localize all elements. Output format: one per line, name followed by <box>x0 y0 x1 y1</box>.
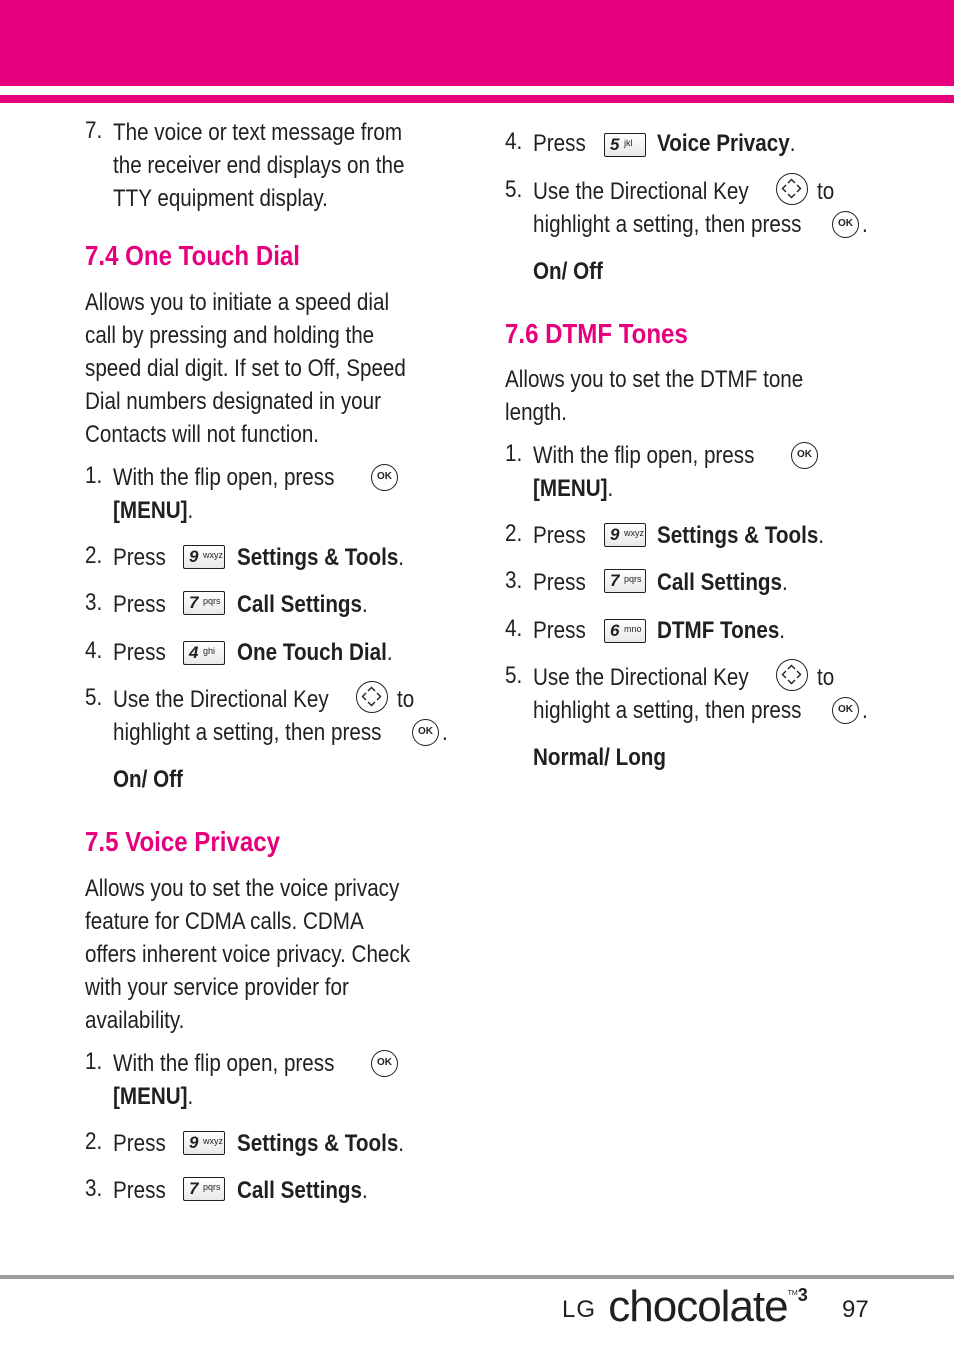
ok-key-icon: OK <box>832 697 859 724</box>
header-band <box>0 0 954 86</box>
menu-item-label: DTMF Tones. <box>657 617 786 644</box>
ok-key-icon: OK <box>791 442 818 469</box>
keypad-7-icon: 7 pqrs <box>604 569 646 593</box>
step-text: to <box>817 178 835 205</box>
section-description: Allows you to set the DTMF tone length. <box>505 366 804 426</box>
menu-label: [MENU]. <box>113 1083 194 1110</box>
step-text: Use the Directional Key <box>533 664 749 691</box>
step-number: 4. <box>505 615 523 642</box>
directional-key-icon <box>356 681 388 713</box>
header-rule <box>0 95 954 103</box>
step-text: highlight a setting, then press <box>113 719 382 746</box>
step-number: 3. <box>85 1175 103 1202</box>
period: . <box>862 211 868 238</box>
keypad-9-icon: 9 wxyz <box>604 523 646 547</box>
section-description: Allows you to initiate a speed dial call by pressing and holding the speed dial digit. If set to Off, Speed Dial numbers designated in your Contacts will not function. <box>85 289 406 448</box>
keypad-9-icon: 9 wxyz <box>183 1131 225 1155</box>
ok-key-icon: OK <box>832 211 859 238</box>
keypad-4-icon: 4 ghi <box>183 641 225 665</box>
press-label: Press <box>533 130 586 157</box>
step-text: highlight a setting, then press <box>533 211 802 238</box>
step-number: 3. <box>85 589 103 616</box>
directional-key-icon <box>776 173 808 205</box>
step-number: 1. <box>85 1048 103 1075</box>
step-number: 4. <box>85 637 103 664</box>
press-label: Press <box>113 639 166 666</box>
ok-key-icon: OK <box>371 1050 398 1077</box>
keypad-7-icon: 7 pqrs <box>183 591 225 615</box>
step-text: highlight a setting, then press <box>533 697 802 724</box>
ok-key-icon: OK <box>412 719 439 746</box>
step-number: 5. <box>505 662 523 689</box>
step-number: 1. <box>85 462 103 489</box>
press-label: Press <box>533 617 586 644</box>
step-number: 2. <box>85 1128 103 1155</box>
step-text: Use the Directional Key <box>533 178 749 205</box>
brand-logo: LG chocolate$^{TM3}$ <box>562 1282 808 1331</box>
section-heading-7-4: 7.4 One Touch Dial <box>85 240 300 271</box>
menu-item-label: Call Settings. <box>237 1177 368 1204</box>
keypad-6-icon: 6 mno <box>604 619 646 643</box>
options-label: Normal/ Long <box>533 744 667 771</box>
menu-item-label: Call Settings. <box>237 591 368 618</box>
step-text: With the flip open, press <box>113 464 335 491</box>
step-number: 4. <box>505 128 523 155</box>
options-label: On/ Off <box>113 766 183 793</box>
press-label: Press <box>113 1177 166 1204</box>
period: . <box>442 719 448 746</box>
step-number: 2. <box>85 542 103 569</box>
step-number: 7. <box>85 117 103 144</box>
period: . <box>862 697 868 724</box>
menu-item-label: One Touch Dial. <box>237 639 393 666</box>
ok-key-icon: OK <box>371 464 398 491</box>
menu-item-label: Settings & Tools. <box>237 1130 405 1157</box>
keypad-7-icon: 7 pqrs <box>183 1177 225 1201</box>
section-description: Allows you to set the voice privacy feature for CDMA calls. CDMA offers inherent voice privacy. Check with your service provider for availability. <box>85 875 411 1034</box>
menu-label: [MENU]. <box>533 475 614 502</box>
press-label: Press <box>113 1130 166 1157</box>
press-label: Press <box>533 569 586 596</box>
step-text: With the flip open, press <box>533 442 755 469</box>
section-heading-7-6: 7.6 DTMF Tones <box>505 318 688 349</box>
options-label: On/ Off <box>533 258 603 285</box>
menu-label: [MENU]. <box>113 497 194 524</box>
directional-key-icon <box>776 659 808 691</box>
step-text: With the flip open, press <box>113 1050 335 1077</box>
step-number: 3. <box>505 567 523 594</box>
press-label: Press <box>113 591 166 618</box>
menu-item-label: Voice Privacy. <box>657 130 796 157</box>
step-number: 5. <box>85 684 103 711</box>
menu-item-label: Call Settings. <box>657 569 788 596</box>
keypad-5-icon: 5 jkl <box>604 133 646 157</box>
press-label: Press <box>533 522 586 549</box>
keypad-9-icon: 9 wxyz <box>183 545 225 569</box>
page-number: 97 <box>842 1296 869 1323</box>
step-number: 5. <box>505 176 523 203</box>
menu-item-label: Settings & Tools. <box>237 544 405 571</box>
step-text: The voice or text message from the receiver end displays on the TTY equipment display. <box>113 119 405 212</box>
section-heading-7-5: 7.5 Voice Privacy <box>85 826 281 857</box>
step-text: to <box>397 686 415 713</box>
step-number: 2. <box>505 520 523 547</box>
footer-rule <box>0 1275 954 1279</box>
menu-item-label: Settings & Tools. <box>657 522 825 549</box>
step-text: Use the Directional Key <box>113 686 329 713</box>
press-label: Press <box>113 544 166 571</box>
step-text: to <box>817 664 835 691</box>
step-number: 1. <box>505 440 523 467</box>
